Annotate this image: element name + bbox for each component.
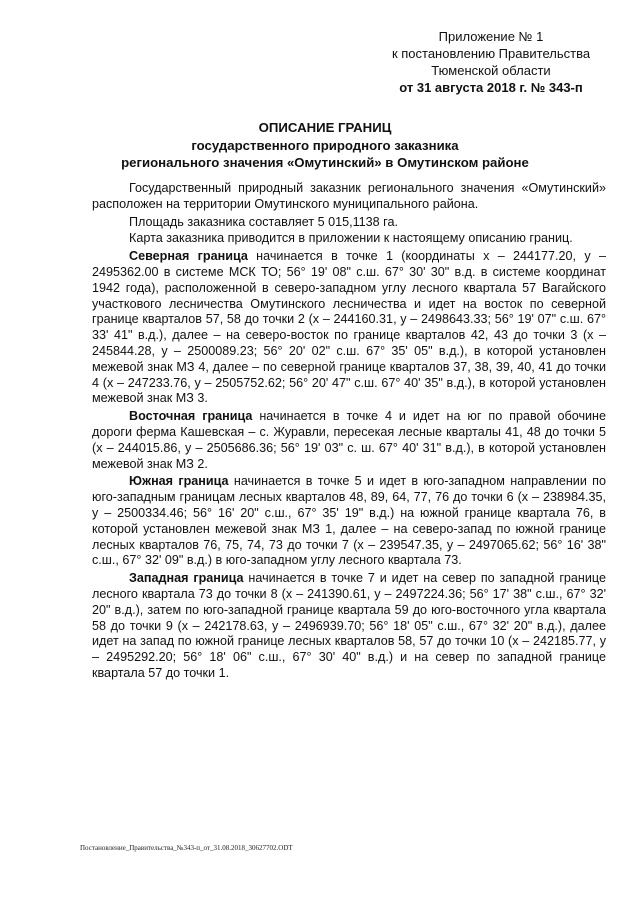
appendix-ref: к постановлению Правительства: [391, 46, 591, 61]
north-border-heading: Северная граница: [129, 249, 248, 264]
appendix-region: Тюменской области: [431, 63, 551, 78]
south-border-heading: Южная граница: [129, 474, 229, 489]
west-border-paragraph: [92, 571, 606, 682]
east-border-heading: Восточная граница: [129, 409, 253, 424]
intro-paragraph: Государственный природный заказник регионального значения «Омутинский» расположен на территории Омутинского муниципального района.: [92, 181, 606, 211]
north-border-text: начинается в точке 1 (координаты х – 244177.20, у – 2495362.00 в системе МСК ТО; 56° 19' 08" с.ш. 67° 30' 30" в.д. в системе координат 1942 года), расположенной в северо-западном углу лесного квартала 57 Вагайского участкового лесничества Омутинского лесничества и идет на восток по северной границе кварталов 57, 58 до точки 2 (х – 244160.31, у – 2498643.33; 56° 19' 07" с.ш. 67° 33' 41" в.д.), далее – на северо-восток по границе кварталов 42, 43 до точки 3 (х – 245844.28, у – 2500089.23; 56° 20' 02" с.ш. 67° 35' 05" в.д.), в которой установлен межевой знак МЗ 4, далее – по северной границе кварталов 37, 38, 39, 40, 41 до точки 4 (х – 247233.76, у – 2505752.62; 56° 20' 47" с.ш. 67° 40' 35" в.д.), в которой установлен межевой знак МЗ 3.: [92, 249, 607, 406]
east-border-text: начинается в точке 4 и идет на юг по правой обочине дороги ферма Кашевская – с. Журавли, пересекая лесные кварталы 41, 48 до точки 5 (х – 244015.86, у – 2505686.36; 56° 19' 03" с. ш. 67° 40' 31" в.д.), в которой установлен межевой знак МЗ 2.: [92, 409, 607, 471]
north-border-paragraph: [92, 249, 606, 407]
east-border-paragraph: [92, 409, 606, 472]
map-paragraph: Карта заказника приводится в приложении к настоящему описанию границ.: [129, 231, 573, 246]
west-border-heading: Западная граница: [129, 571, 244, 586]
appendix-date: от 31 августа 2018 г. № 343-п: [399, 80, 583, 95]
appendix-header: [376, 28, 606, 96]
title-line-2: государственного природного заказника: [191, 137, 459, 153]
title-line-3: регионального значения «Омутинский» в Омутинском районе: [121, 155, 529, 170]
area-paragraph: Площадь заказника составляет 5 015,1138 га.: [129, 214, 399, 229]
title-line-1: ОПИСАНИЕ ГРАНИЦ: [258, 120, 392, 135]
file-footer: Постановление_Правительства_№343-п_от_31.08.2018_30627702.ODT: [80, 844, 293, 852]
south-border-paragraph: [92, 474, 606, 569]
west-border-text: начинается в точке 7 и идет на север по западной границе лесного квартала 73 до точки 8 (х – 241390.61, у – 2497224.36; 56° 17' 38" с.ш., 67° 32' 20" в.д.), затем по юго-западной границе квартала 59 до юго-восточного угла квартала 58 до точки 9 (х – 242178.63, у – 2496939.70; 56° 18' 05" с.ш., 67° 32' 20" в.д.), далее идет на запад по южной границе лесных кварталов 58, 57 до точки 10 (х – 242185.77, у – 2495292.20; 56° 18' 06" с.ш., 67° 30' 40" в.д.) и на север по западной границе квартала 57 до точки 1.: [92, 571, 606, 680]
appendix-number: Приложение № 1: [438, 29, 544, 44]
document-title: [80, 119, 570, 172]
document-body: [92, 181, 606, 684]
south-border-text: начинается в точке 5 и идет в юго-западном направлении по юго-западным границам лесных кварталов 48, 89, 64, 77, 76 до точки 6 (х – 238984.35, у – 2500334.46; 56° 16' 20" с.ш., 67° 35' 19" в.д.) на южной границе квартала 76, в которой установлен межевой знак МЗ 1, далее – на северо-запад по южной границе лесных кварталов 76, 75, 74, 73 до точки 7 (х – 239547.35, у – 2497065.62; 56° 16' 38" с.ш., 67° 32' 09" в.д.) в юго-западном углу лесного квартала 73.: [92, 474, 606, 568]
